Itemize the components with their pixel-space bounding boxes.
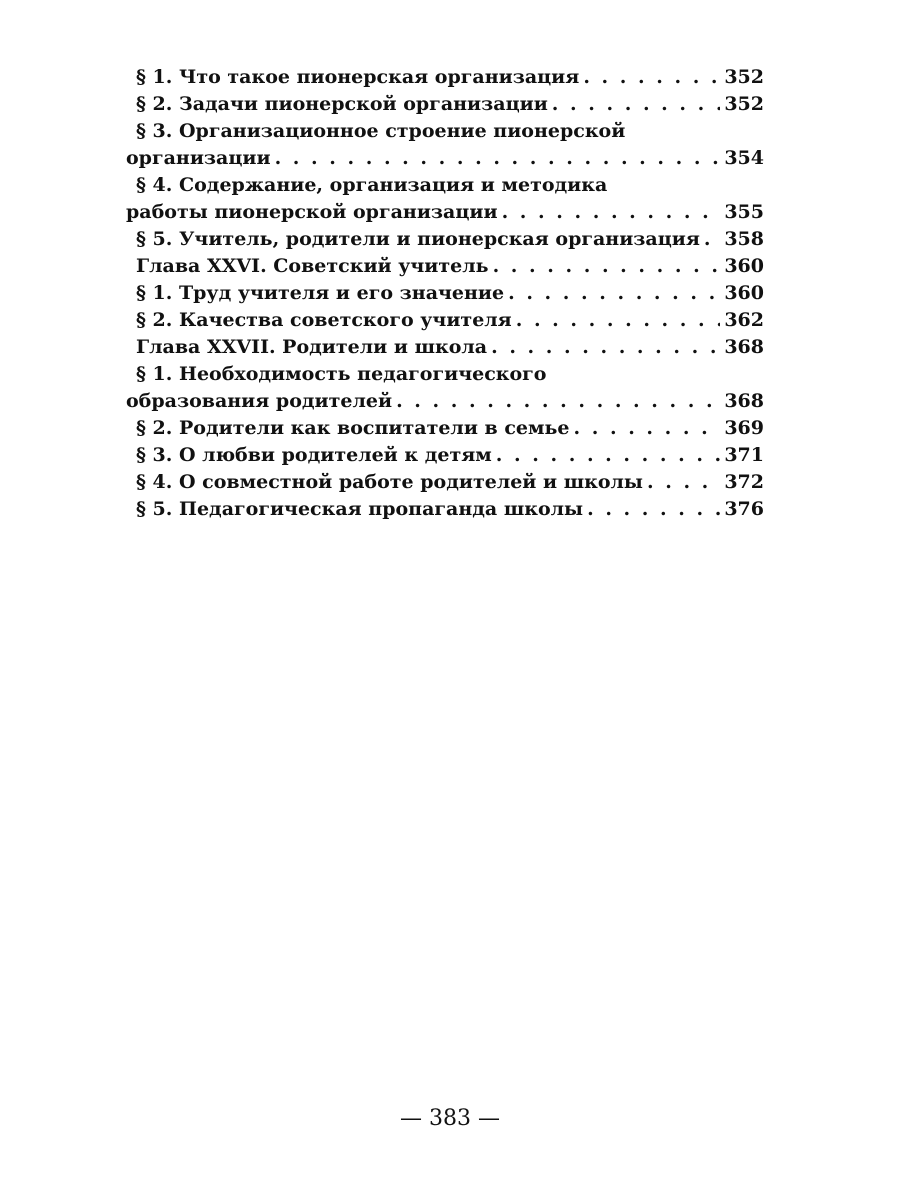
toc-page-number: 368 (724, 336, 764, 358)
dot-leader (492, 442, 721, 469)
toc-entry-title: Глава XXVII. Родители и школа (136, 336, 488, 358)
toc-entry-line (136, 496, 764, 523)
toc-page-number: 376 (724, 498, 764, 520)
toc-entry-title-line: § 3. Организационное строение пионерской (136, 120, 626, 142)
toc-page-number: 355 (724, 201, 764, 223)
toc-entry-title: образования родителей (126, 390, 393, 412)
toc-section-entry (126, 118, 764, 172)
toc-entry-line (136, 307, 764, 334)
toc-section-entry (126, 415, 764, 442)
toc-entry-title: § 2. Родители как воспитатели в семье (136, 417, 570, 439)
dot-leader (700, 226, 720, 253)
toc-section-entry (126, 307, 764, 334)
toc-page-number: 352 (724, 93, 764, 115)
toc-chapter-entry (126, 334, 764, 361)
toc-entry-title-line: § 4. Содержание, организация и методика (136, 174, 608, 196)
toc-page-number: 369 (724, 417, 764, 439)
dot-leader (271, 145, 721, 172)
toc-page-number: 362 (724, 309, 764, 331)
toc-section-entry (126, 442, 764, 469)
toc-entry-title: § 3. О любви родителей к детям (136, 444, 492, 466)
toc-entry-line (136, 253, 764, 280)
toc-entry-line (136, 64, 764, 91)
toc-section-entry (126, 280, 764, 307)
toc-page-number: 354 (724, 147, 764, 169)
toc-entry-title: § 2. Задачи пионерской организации (136, 93, 548, 115)
dot-leader (548, 91, 721, 118)
dot-leader (489, 253, 721, 280)
toc-entry-title: организации (126, 147, 271, 169)
dot-leader (504, 280, 720, 307)
toc-page-number: 372 (724, 471, 764, 493)
toc-entry-title: работы пионерской организации (126, 201, 498, 223)
toc-page-number: 352 (724, 66, 764, 88)
dot-leader (498, 199, 721, 226)
toc-entry-line (136, 469, 764, 496)
toc-entry-title: § 1. Труд учителя и его значение (136, 282, 505, 304)
toc-entry-title-line: § 1. Необходимость педагогического (136, 363, 547, 385)
dot-leader (570, 415, 721, 442)
toc-section-entry (126, 496, 764, 523)
toc-section-entry (126, 64, 764, 91)
toc-entry-line (136, 226, 764, 253)
toc-entry-line (126, 199, 764, 226)
dot-leader (487, 334, 720, 361)
toc-section-entry (126, 172, 764, 226)
toc-page-number: 371 (724, 444, 764, 466)
dot-leader (579, 64, 720, 91)
toc-page-number: 360 (724, 282, 764, 304)
dot-leader (583, 496, 720, 523)
toc-entry-title: § 1. Что такое пионерская организация (136, 66, 580, 88)
toc-entry-line (126, 388, 764, 415)
toc-chapter-entry (126, 253, 764, 280)
toc-entry-title: Глава XXVI. Советский учитель (136, 255, 489, 277)
toc-section-entry (126, 91, 764, 118)
toc-page-number: 358 (724, 228, 764, 250)
toc-entry-line (136, 442, 764, 469)
toc-entry-line (126, 145, 764, 172)
toc-entry-title: § 2. Качества советского учителя (136, 309, 512, 331)
toc-entry-title: § 4. О совместной работе родителей и школы (136, 471, 643, 493)
toc-entry-line (136, 334, 764, 361)
dot-leader (392, 388, 720, 415)
toc-section-entry (126, 226, 764, 253)
dot-leader (512, 307, 721, 334)
toc-entry-line (136, 415, 764, 442)
dot-leader (643, 469, 720, 496)
toc-entry-line (136, 91, 764, 118)
toc-page-number: 360 (724, 255, 764, 277)
toc-section-entry (126, 469, 764, 496)
toc-entry-line (136, 280, 764, 307)
page-number: — 383 — (400, 1106, 500, 1131)
toc-section-entry (126, 361, 764, 415)
toc-entry-title: § 5. Учитель, родители и пионерская организация (136, 228, 700, 250)
toc-page-number: 368 (724, 390, 764, 412)
toc-entry-title: § 5. Педагогическая пропаганда школы (136, 498, 584, 520)
table-of-contents (126, 64, 764, 523)
